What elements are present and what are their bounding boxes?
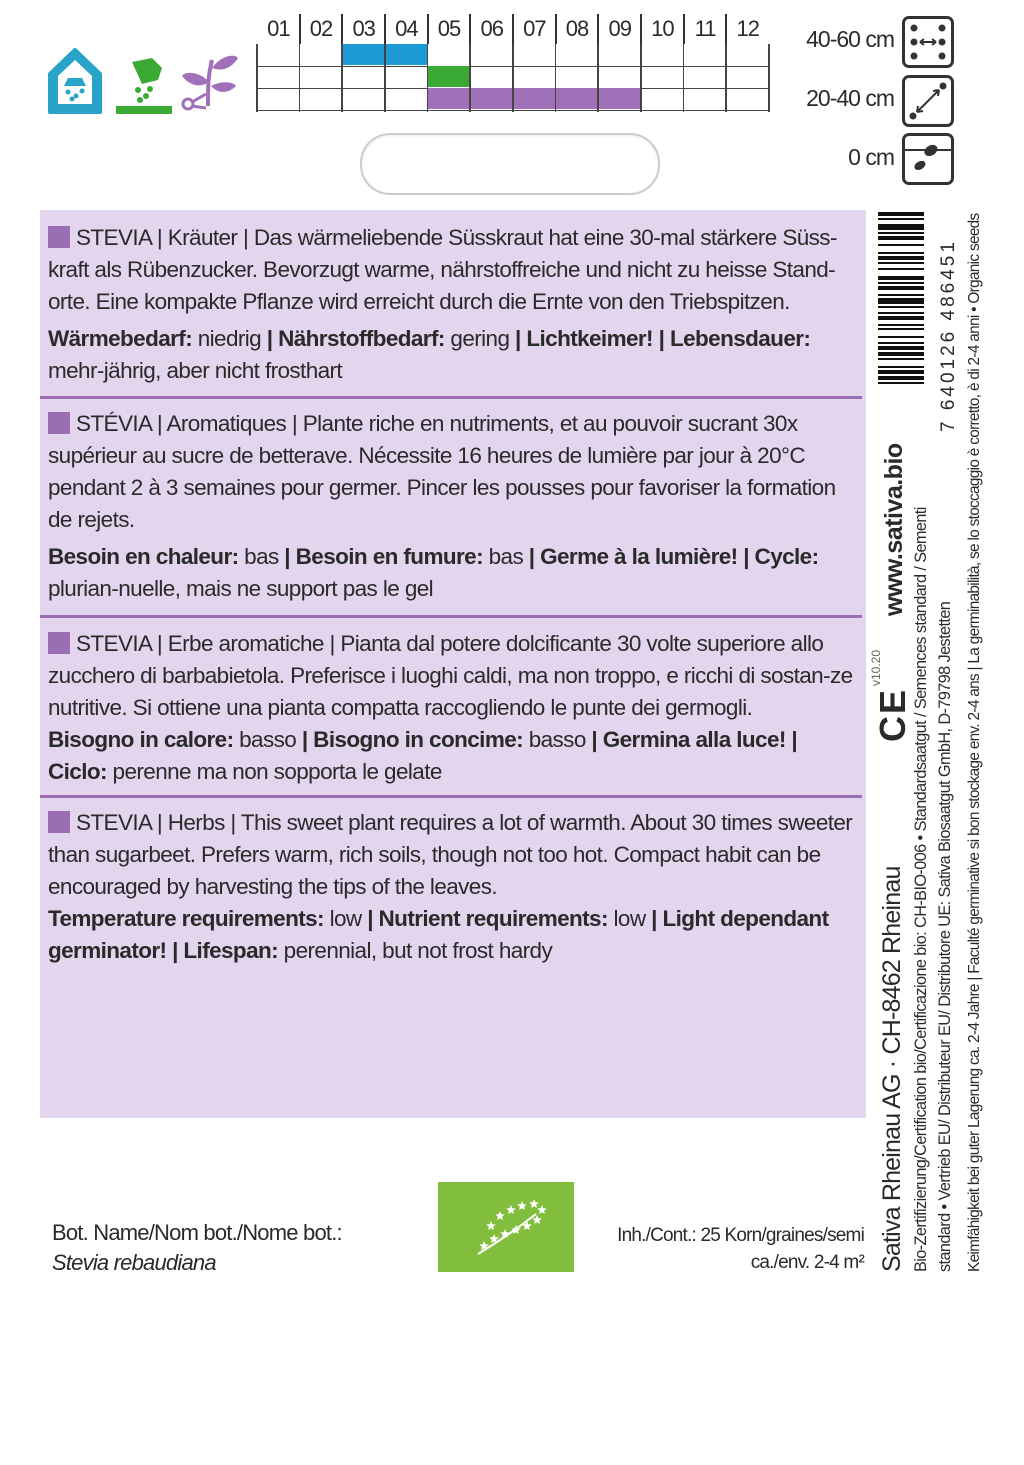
prop-key: Bisogno in calore:	[48, 727, 234, 752]
prop-value: perenne ma non sopporta le gelate	[106, 759, 442, 784]
properties-fr	[48, 541, 860, 605]
barcode-bar	[878, 256, 924, 260]
plant-name: STEVIA	[76, 810, 152, 835]
prop-value: plurian-nuelle, mais ne support pas le gel	[48, 576, 434, 601]
calendar-gridline	[384, 44, 386, 112]
content-quantity: Inh./Cont.: 25 Korn/graines/semi	[617, 1225, 864, 1246]
properties-en	[48, 903, 860, 967]
barcode-bar	[878, 370, 924, 374]
description-fr	[48, 408, 860, 536]
calendar-gridline	[555, 44, 557, 112]
barcode-bar	[878, 352, 924, 356]
barcode-bar	[878, 282, 924, 284]
distributor-info: standard • Vertrieb EU/ Distributeur EU/ Distributore UE: Sativa Biosaatgut GmbH, D-79798 Jestetten	[936, 601, 954, 1272]
month-label: 09	[599, 14, 642, 44]
calendar-gridline	[512, 44, 514, 112]
description-it	[48, 628, 860, 724]
calendar-gridline	[683, 44, 685, 112]
bullet-square	[48, 412, 70, 434]
barcode-bar	[878, 212, 924, 216]
prop-key: | Besoin en fumure:	[284, 544, 483, 569]
barcode-bar	[878, 324, 924, 326]
barcode-bar	[878, 312, 924, 314]
botanical-name	[52, 1218, 342, 1278]
botanical-name-value: Stevia rebaudiana	[52, 1250, 216, 1275]
description-text: | Aromatiques | Plante riche en nutriments, et au pouvoir sucrant 30x supérieur au sucre de betterave. Nécessite 16 heures de lumière par jour à 20°C pendant 2 à 3 semaines pour germer. Pincer les pousses pour favoriser la formation de rejets.	[48, 411, 836, 532]
barcode-bar	[878, 366, 924, 368]
eu-organic-leaf-logo	[438, 1182, 574, 1272]
calendar-bar-planting-out	[427, 66, 470, 87]
month-label: 05	[429, 14, 472, 44]
month-label: 12	[736, 16, 759, 41]
barcode-bar	[878, 382, 924, 384]
prop-key: | Nährstoffbedarf:	[266, 326, 445, 351]
calendar-gridline	[469, 44, 471, 112]
calendar-gridline	[597, 44, 599, 112]
calendar-gridline	[768, 44, 770, 112]
barcode-bar	[878, 358, 924, 360]
calendar-gridline	[640, 44, 642, 112]
separator	[40, 795, 862, 798]
prop-value: basso	[523, 727, 592, 752]
certification-info: Bio-Zertifizierung/Certification bio/Certificazione bio: CH-BIO-006 • Standardsaatgut / Semences standard / Sementi	[912, 507, 930, 1272]
month-label: 07	[514, 14, 557, 44]
calendar-bar-harvest	[427, 88, 640, 109]
germination-info: Keimfähigkeit bei guter Lagerung ca. 2-4 Jahre | Faculté germinative si bon stockage env. 2-4 ans | La germinabilità, se lo stoccaggio è corretto, è di 2-4 anni • Organic seeds	[966, 213, 983, 1272]
properties-it	[48, 724, 860, 788]
separator	[40, 615, 862, 618]
month-label: 11	[685, 14, 728, 44]
barcode-bar	[878, 276, 924, 280]
description-text: | Erbe aromatiche | Pianta dal potere dolcificante 30 volte superiore allo zucchero di barbabietola. Preferisce i luoghi caldi, ma non troppo, e ricchi di sostan-ze nutritive. Si ottiene una pianta compatta raccogliendo le punte dei germogli.	[48, 631, 853, 720]
bullet-square	[48, 226, 70, 248]
prop-value: perennial, but not frost hardy	[278, 938, 553, 963]
plant-spacing-icon	[902, 75, 954, 127]
calendar-gridline	[256, 44, 258, 112]
barcode-bar	[878, 218, 924, 220]
prop-key: | Light dependant germinator! | Lifespan:	[48, 906, 829, 963]
barcode-number: 7 640126 486451	[938, 239, 959, 432]
properties-de	[48, 323, 860, 387]
barcode-bar	[878, 376, 924, 380]
version-label: v10.20	[869, 649, 883, 686]
prop-value: mehr-jährig, aber nicht frosthart	[48, 358, 343, 383]
calendar-gridline	[341, 44, 343, 112]
prop-key: | Lichtkeimer! | Lebensdauer:	[515, 326, 811, 351]
prop-key: | Germe à la lumière! | Cycle:	[528, 544, 819, 569]
row-spacing-icon	[902, 16, 954, 68]
barcode-bar	[878, 236, 924, 240]
prop-key: Temperature requirements:	[48, 906, 324, 931]
prop-key: Besoin en chaleur:	[48, 544, 239, 569]
bullet-square	[48, 811, 70, 833]
barcode-bar	[878, 336, 924, 338]
prop-value: gering	[444, 326, 516, 351]
outdoor-sowing-icon	[116, 56, 174, 116]
month-label: 03	[343, 14, 386, 44]
barcode-bar	[878, 346, 924, 350]
botanical-name-label: Bot. Name/Nom bot./Nome bot.:	[52, 1220, 342, 1245]
description-text: | Kräuter | Das wärmeliebende Süsskraut hat eine 30-mal stärkere Süss-kraft als Rübenzucker. Bevorzugt warme, nährstoffreiche und nicht zu heisse Stand-orte. Eine kompakte Pflanze wird erreicht durch die Ernte von den Triebspitzen.	[48, 225, 837, 314]
prop-value: low	[323, 906, 368, 931]
month-label: 04	[386, 14, 429, 44]
prop-value: niedrig	[192, 326, 267, 351]
eu-star	[517, 1201, 527, 1210]
prop-value: low	[607, 906, 652, 931]
barcode-bar	[878, 262, 924, 264]
eu-star	[529, 1199, 539, 1208]
sowing-depth-icon	[902, 133, 954, 185]
barcode-bar	[878, 298, 924, 304]
prop-value: bas	[238, 544, 285, 569]
eu-star	[495, 1211, 505, 1220]
lang-block-fr	[48, 408, 860, 605]
sowing-depth-label: 0 cm	[848, 144, 894, 170]
package-content	[560, 1222, 864, 1276]
sowing-calendar	[256, 44, 768, 112]
prop-value: basso	[233, 727, 302, 752]
prop-key: | Germina alla luce! | Ciclo:	[48, 727, 798, 784]
description-text: | Herbs | This sweet plant requires a lot of warmth. About 30 times sweeter than sugarbeet. Prefers warm, rich soils, though not too hot. Compact habit can be encouraged by harvesting the tips of the leaves.	[48, 810, 853, 899]
eu-star	[537, 1205, 547, 1214]
prop-value: bas	[482, 544, 529, 569]
prop-key: | Nutrient requirements:	[367, 906, 608, 931]
barcode-bar	[878, 316, 924, 320]
ce-mark: CE	[872, 687, 913, 742]
month-label: 06	[471, 14, 514, 44]
description-de	[48, 222, 860, 318]
prop-key: | Bisogno in concime:	[301, 727, 524, 752]
plant-name: STÉVIA	[76, 411, 152, 436]
separator	[40, 396, 862, 399]
barcode	[878, 212, 924, 412]
barcode-bar	[878, 244, 924, 246]
bullet-square	[48, 632, 70, 654]
calendar-gridline	[725, 44, 727, 112]
eu-star	[486, 1221, 496, 1230]
barcode-bar	[878, 306, 924, 308]
month-label: 10	[642, 14, 685, 44]
lang-block-de	[48, 222, 860, 387]
company-address: Sativa Rheinau AG · CH-8462 Rheinau	[878, 866, 906, 1272]
plant-spacing-label: 20-40 cm	[806, 85, 894, 111]
barcode-bar	[878, 252, 924, 254]
month-label: 01	[258, 14, 301, 44]
calendar-month-header	[258, 14, 768, 44]
barcode-bar	[878, 342, 924, 344]
prop-key: Wärmebedarf:	[48, 326, 193, 351]
harvest-icon	[178, 46, 242, 116]
barcode-bar	[878, 294, 924, 296]
barcode-bar	[878, 286, 924, 290]
row-spacing-label: 40-60 cm	[806, 26, 894, 52]
lang-block-it	[48, 628, 860, 788]
plant-name: STEVIA	[76, 631, 152, 656]
lang-block-en	[48, 807, 860, 967]
eu-star	[506, 1205, 516, 1214]
description-en	[48, 807, 860, 903]
plant-name: STEVIA	[76, 225, 152, 250]
month-label: 02	[301, 14, 344, 44]
description-panel	[40, 210, 866, 1118]
website-link[interactable]: www.sativa.bio	[880, 443, 908, 616]
barcode-bar	[878, 328, 924, 330]
content-area: ca./env. 2-4 m²	[750, 1252, 864, 1273]
barcode-bar	[878, 268, 924, 270]
month-label: 08	[557, 14, 600, 44]
greenhouse-sowing-icon	[46, 46, 104, 116]
barcode-bar	[878, 232, 924, 234]
calendar-gridline	[299, 44, 301, 112]
barcode-bar	[878, 224, 924, 230]
calendar-gridline	[427, 44, 429, 112]
hang-hole	[360, 133, 660, 195]
